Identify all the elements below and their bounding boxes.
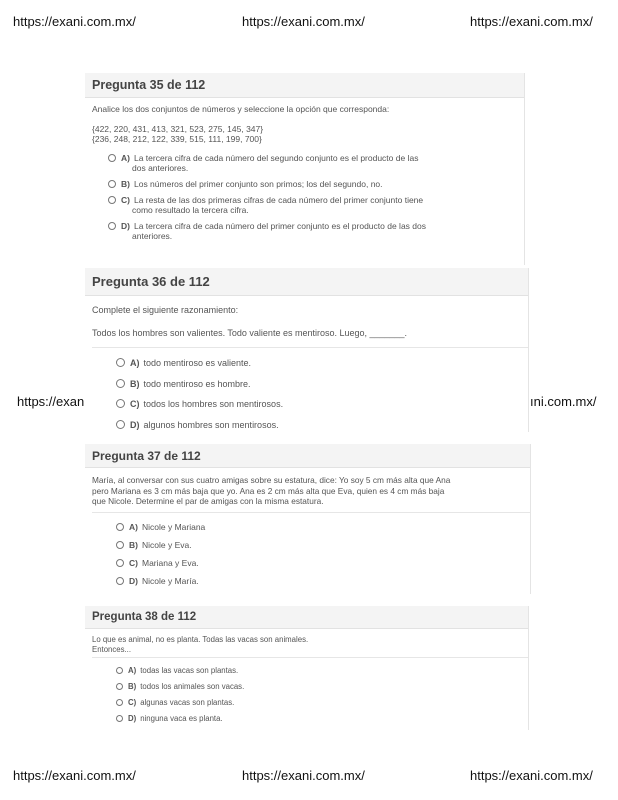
option-a[interactable]: A) Nicole y Mariana xyxy=(116,522,530,532)
radio-button[interactable] xyxy=(116,399,125,408)
question-statement: Analice los dos conjuntos de números y seleccione la opción que corresponda: xyxy=(92,104,390,114)
option-b[interactable]: B) todos los animales son vacas. xyxy=(116,682,528,691)
question-title: Pregunta 38 de 112 xyxy=(85,606,528,629)
radio-button[interactable] xyxy=(116,715,123,722)
question-card-37 xyxy=(85,444,531,594)
radio-button[interactable] xyxy=(116,559,124,567)
option-b[interactable]: B) Nicole y Eva. xyxy=(116,540,530,550)
watermark-bottom-right: https://exani.com.mx/ xyxy=(470,768,593,783)
watermark-top-center: https://exani.com.mx/ xyxy=(242,14,365,29)
question-statement: Complete el siguiente razonamiento: xyxy=(92,305,239,315)
question-card-36 xyxy=(85,268,529,432)
option-a[interactable]: A) todo mentiroso es valiente. xyxy=(116,358,528,368)
option-text: algunas vacas son plantas. xyxy=(140,698,235,707)
option-b[interactable]: B) Los números del primer conjunto son primos; los del segundo, no. xyxy=(108,179,517,189)
option-text-continued: dos anteriores. xyxy=(132,163,189,173)
option-d[interactable]: D) La tercera cifra de cada número del primer conjunto es el producto de las dos anteriores. xyxy=(108,221,517,241)
option-d[interactable]: D) Nicole y María. xyxy=(116,576,530,586)
option-a[interactable]: A) todas las vacas son plantas. xyxy=(116,666,528,675)
radio-button[interactable] xyxy=(108,154,116,162)
radio-button[interactable] xyxy=(116,577,124,585)
option-text: La resta de las dos primeras cifras de cada número del primer conjunto tiene xyxy=(133,195,424,205)
watermark-top-left: https://exani.com.mx/ xyxy=(13,14,136,29)
watermark-bottom-center: https://exani.com.mx/ xyxy=(242,768,365,783)
number-set-2: {236, 248, 212, 122, 339, 515, 111, 199, 700} xyxy=(92,134,262,144)
watermark-mid-right: ıni.com.mx/ xyxy=(530,394,597,409)
option-c[interactable]: C) La resta de las dos primeras cifras de cada número del primer conjunto tiene como resultado la tercera cifra. xyxy=(108,195,517,215)
option-text: La tercera cifra de cada número del primer conjunto es el producto de las dos xyxy=(133,221,426,231)
question-statement-line-1: María, al conversar con sus cuatro amigas sobre su estatura, dice: Yo soy 5 cm más alta que Ana xyxy=(92,475,451,485)
option-text-continued: anteriores. xyxy=(132,231,173,241)
option-text: todos los animales son vacas. xyxy=(140,682,245,691)
option-text: todo mentiroso es hombre. xyxy=(143,378,251,389)
option-c[interactable]: C) algunas vacas son plantas. xyxy=(116,698,528,707)
option-b[interactable]: B) todo mentiroso es hombre. xyxy=(116,379,528,389)
option-text: ninguna vaca es planta. xyxy=(140,714,223,723)
radio-button[interactable] xyxy=(116,541,124,549)
radio-button[interactable] xyxy=(108,180,116,188)
option-c[interactable]: C) Mariana y Eva. xyxy=(116,558,530,568)
option-a[interactable]: A) La tercera cifra de cada número del segundo conjunto es el producto de las dos anteriores. xyxy=(108,153,517,173)
option-text: todo mentiroso es valiente. xyxy=(143,358,252,368)
option-d[interactable]: D) ninguna vaca es planta. xyxy=(116,714,528,723)
question-card-35 xyxy=(85,73,525,265)
question-statement-line-2: pero Mariana es 3 cm más baja que yo. Ana es 2 cm más alta que Eva, quien es 4 cm más baja xyxy=(92,485,445,496)
option-text: todos los hombres son mentirosos. xyxy=(143,399,284,409)
question-reasoning: Todos los hombres son valientes. Todo valiente es mentiroso. Luego, _______. xyxy=(92,328,408,338)
option-d[interactable]: D) algunos hombres son mentirosos. xyxy=(116,420,528,430)
divider xyxy=(92,657,528,658)
radio-button[interactable] xyxy=(116,523,124,531)
option-text: Los números del primer conjunto son primos; los del segundo, no. xyxy=(133,179,383,189)
radio-button[interactable] xyxy=(108,222,116,230)
radio-button[interactable] xyxy=(116,358,125,367)
option-text: Nicole y Mariana xyxy=(141,521,206,532)
radio-button[interactable] xyxy=(108,196,116,204)
question-statement-line-3: que Nicole. Determine el par de amigas con la misma estatura. xyxy=(92,496,324,506)
divider xyxy=(92,512,530,513)
option-text: Nicole y Eva. xyxy=(141,539,192,550)
question-title: Pregunta 37 de 112 xyxy=(85,444,530,468)
radio-button[interactable] xyxy=(116,699,123,706)
radio-button[interactable] xyxy=(116,379,125,388)
question-title: Pregunta 35 de 112 xyxy=(85,73,524,98)
radio-button[interactable] xyxy=(116,683,123,690)
option-text: Nicole y María. xyxy=(141,575,199,586)
question-statement-line-1: Lo que es animal, no es planta. Todas las vacas son animales. xyxy=(92,635,309,644)
option-c[interactable]: C) todos los hombres son mentirosos. xyxy=(116,399,528,409)
question-card-38 xyxy=(85,606,529,730)
option-text: Mariana y Eva. xyxy=(141,557,199,568)
radio-button[interactable] xyxy=(116,420,125,429)
watermark-top-right: https://exani.com.mx/ xyxy=(470,14,593,29)
option-text: La tercera cifra de cada número del segundo conjunto es el producto de las xyxy=(133,153,419,163)
number-set-1: {422, 220, 431, 413, 321, 523, 275, 145, 347} xyxy=(92,124,264,134)
radio-button[interactable] xyxy=(116,667,123,674)
question-statement-line-2: Entonces... xyxy=(92,644,132,654)
divider xyxy=(92,347,528,348)
option-text-continued: como resultado la tercera cifra. xyxy=(132,205,249,215)
watermark-bottom-left: https://exani.com.mx/ xyxy=(13,768,136,783)
option-text: algunos hombres son mentirosos. xyxy=(143,419,279,430)
watermark-mid-left: https://exan xyxy=(17,394,85,409)
option-text: todas las vacas son plantas. xyxy=(140,666,239,675)
question-title: Pregunta 36 de 112 xyxy=(85,268,528,296)
